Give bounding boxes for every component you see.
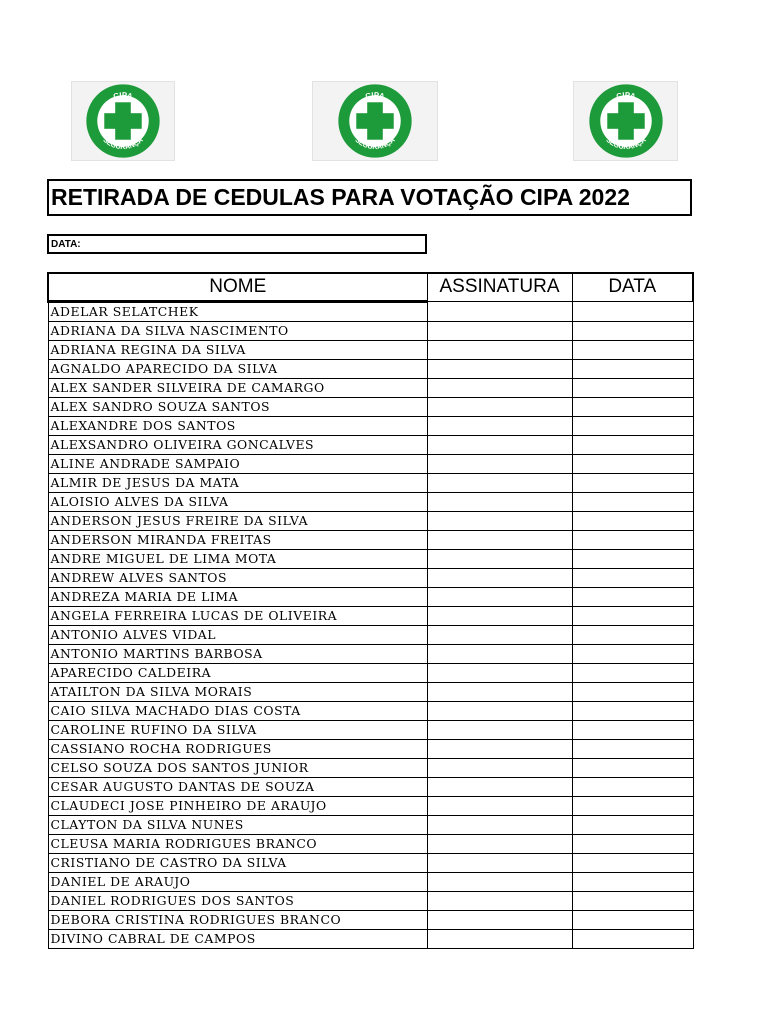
table-row [48, 435, 693, 454]
table-row [48, 872, 693, 891]
date-cell[interactable] [572, 815, 693, 834]
svg-text:SEGURANÇA: SEGURANÇA [353, 136, 397, 152]
name-cell: CELSO SOUZA DOS SANTOS JUNIOR [48, 758, 427, 777]
name-cell: ALEX SANDER SILVEIRA DE CAMARGO [48, 378, 427, 397]
date-cell[interactable] [572, 549, 693, 568]
signature-cell[interactable] [427, 625, 572, 644]
ballot-withdrawal-table [47, 272, 694, 949]
table-row [48, 378, 693, 397]
signature-cell[interactable] [427, 473, 572, 492]
signature-cell[interactable] [427, 492, 572, 511]
date-cell[interactable] [572, 701, 693, 720]
date-cell[interactable] [572, 758, 693, 777]
signature-cell[interactable] [427, 587, 572, 606]
name-cell: ANGELA FERREIRA LUCAS DE OLIVEIRA [48, 606, 427, 625]
table-row [48, 549, 693, 568]
date-cell[interactable] [572, 511, 693, 530]
table-row [48, 340, 693, 359]
date-cell[interactable] [572, 625, 693, 644]
date-cell[interactable] [572, 739, 693, 758]
date-cell[interactable] [572, 663, 693, 682]
cipa-seal-icon [587, 82, 665, 160]
signature-cell[interactable] [427, 910, 572, 929]
date-cell[interactable] [572, 891, 693, 910]
name-cell: ADRIANA REGINA DA SILVA [48, 340, 427, 359]
signature-cell[interactable] [427, 435, 572, 454]
signature-cell[interactable] [427, 682, 572, 701]
date-cell[interactable] [572, 378, 693, 397]
table-row [48, 492, 693, 511]
date-cell[interactable] [572, 397, 693, 416]
signature-cell[interactable] [427, 549, 572, 568]
header-nome: NOME [48, 273, 427, 301]
date-cell[interactable] [572, 340, 693, 359]
table-row [48, 301, 693, 321]
table-row [48, 568, 693, 587]
signature-cell[interactable] [427, 511, 572, 530]
name-cell: CRISTIANO DE CASTRO DA SILVA [48, 853, 427, 872]
date-cell[interactable] [572, 530, 693, 549]
signature-cell[interactable] [427, 663, 572, 682]
signature-cell[interactable] [427, 301, 572, 321]
table-row [48, 682, 693, 701]
signature-cell[interactable] [427, 378, 572, 397]
date-cell[interactable] [572, 777, 693, 796]
table-row [48, 815, 693, 834]
date-cell[interactable] [572, 834, 693, 853]
name-cell: CASSIANO ROCHA RODRIGUES [48, 739, 427, 758]
signature-cell[interactable] [427, 834, 572, 853]
table-row [48, 796, 693, 815]
signature-cell[interactable] [427, 568, 572, 587]
table-row [48, 720, 693, 739]
name-cell: CLEUSA MARIA RODRIGUES BRANCO [48, 834, 427, 853]
signature-cell[interactable] [427, 929, 572, 948]
document-title-text: RETIRADA DE CEDULAS PARA VOTAÇÃO CIPA 2022 [51, 184, 630, 210]
cipa-logo-center [312, 81, 438, 161]
name-cell: ANDREW ALVES SANTOS [48, 568, 427, 587]
date-cell[interactable] [572, 301, 693, 321]
cipa-seal-icon [336, 82, 414, 160]
table-row [48, 606, 693, 625]
date-cell[interactable] [572, 416, 693, 435]
date-cell[interactable] [572, 321, 693, 340]
svg-text:CIPA: CIPA [614, 90, 637, 102]
table-row [48, 758, 693, 777]
name-cell: ATAILTON DA SILVA MORAIS [48, 682, 427, 701]
name-cell: ANTONIO MARTINS BARBOSA [48, 644, 427, 663]
table-row [48, 701, 693, 720]
table-body [48, 301, 693, 948]
table-row [48, 454, 693, 473]
table-row [48, 891, 693, 910]
signature-cell[interactable] [427, 872, 572, 891]
name-cell: ANDRE MIGUEL DE LIMA MOTA [48, 549, 427, 568]
date-cell[interactable] [572, 796, 693, 815]
name-cell: CLAYTON DA SILVA NUNES [48, 815, 427, 834]
cipa-seal-icon [84, 82, 162, 160]
name-cell: APARECIDO CALDEIRA [48, 663, 427, 682]
table-row [48, 359, 693, 378]
name-cell: ADRIANA DA SILVA NASCIMENTO [48, 321, 427, 340]
table-row [48, 910, 693, 929]
signature-cell[interactable] [427, 606, 572, 625]
name-cell: ALEXANDRE DOS SANTOS [48, 416, 427, 435]
name-cell: ALOISIO ALVES DA SILVA [48, 492, 427, 511]
name-cell: ALEX SANDRO SOUZA SANTOS [48, 397, 427, 416]
name-cell: DIVINO CABRAL DE CAMPOS [48, 929, 427, 948]
name-cell: ADELAR SELATCHEK [48, 301, 427, 321]
date-field [47, 234, 427, 254]
table-row [48, 321, 693, 340]
date-cell[interactable] [572, 720, 693, 739]
signature-cell[interactable] [427, 397, 572, 416]
signature-cell[interactable] [427, 853, 572, 872]
cipa-logo-left [71, 81, 175, 161]
table-row [48, 587, 693, 606]
name-cell: CAROLINE RUFINO DA SILVA [48, 720, 427, 739]
signature-cell[interactable] [427, 701, 572, 720]
date-cell[interactable] [572, 910, 693, 929]
date-cell[interactable] [572, 568, 693, 587]
svg-text:CIPA: CIPA [364, 90, 386, 102]
name-cell: ALEXSANDRO OLIVEIRA GONCALVES [48, 435, 427, 454]
date-cell[interactable] [572, 473, 693, 492]
table-row [48, 644, 693, 663]
date-cell[interactable] [572, 606, 693, 625]
document-title [47, 179, 692, 216]
date-cell[interactable] [572, 929, 693, 948]
header-data: DATA [572, 273, 693, 301]
signature-cell[interactable] [427, 644, 572, 663]
table-row [48, 834, 693, 853]
name-cell: ALINE ANDRADE SAMPAIO [48, 454, 427, 473]
cipa-logo-right [573, 81, 678, 161]
name-cell: AGNALDO APARECIDO DA SILVA [48, 359, 427, 378]
signature-cell[interactable] [427, 758, 572, 777]
svg-text:CIPA: CIPA [112, 90, 134, 102]
table-row [48, 625, 693, 644]
date-cell[interactable] [572, 454, 693, 473]
name-cell: ALMIR DE JESUS DA MATA [48, 473, 427, 492]
table-row [48, 663, 693, 682]
signature-cell[interactable] [427, 777, 572, 796]
header-assinatura: ASSINATURA [427, 273, 572, 301]
signature-cell[interactable] [427, 815, 572, 834]
date-cell[interactable] [572, 359, 693, 378]
date-cell[interactable] [572, 644, 693, 663]
table-row [48, 929, 693, 948]
name-cell: ANDERSON JESUS FREIRE DA SILVA [48, 511, 427, 530]
name-cell: ANTONIO ALVES VIDAL [48, 625, 427, 644]
date-cell[interactable] [572, 492, 693, 511]
date-cell[interactable] [572, 587, 693, 606]
signature-cell[interactable] [427, 891, 572, 910]
name-cell: ANDERSON MIRANDA FREITAS [48, 530, 427, 549]
signature-cell[interactable] [427, 739, 572, 758]
name-cell: CLAUDECI JOSE PINHEIRO DE ARAUJO [48, 796, 427, 815]
table-row [48, 777, 693, 796]
name-cell: DANIEL RODRIGUES DOS SANTOS [48, 891, 427, 910]
date-cell[interactable] [572, 872, 693, 891]
table-row [48, 853, 693, 872]
signature-cell[interactable] [427, 321, 572, 340]
signature-cell[interactable] [427, 796, 572, 815]
signature-cell[interactable] [427, 416, 572, 435]
table-row [48, 473, 693, 492]
table-row [48, 530, 693, 549]
date-cell[interactable] [572, 682, 693, 701]
date-label: DATA: [51, 238, 81, 250]
table-row [48, 397, 693, 416]
signature-cell[interactable] [427, 340, 572, 359]
table-row [48, 416, 693, 435]
table-header-row [48, 273, 693, 301]
name-cell: CESAR AUGUSTO DANTAS DE SOUZA [48, 777, 427, 796]
name-cell: CAIO SILVA MACHADO DIAS COSTA [48, 701, 427, 720]
signature-cell[interactable] [427, 454, 572, 473]
svg-text:SEGURANÇA: SEGURANÇA [101, 136, 145, 152]
date-cell[interactable] [572, 435, 693, 454]
signature-cell[interactable] [427, 530, 572, 549]
signature-cell[interactable] [427, 720, 572, 739]
name-cell: DEBORA CRISTINA RODRIGUES BRANCO [48, 910, 427, 929]
date-cell[interactable] [572, 853, 693, 872]
name-cell: ANDREZA MARIA DE LIMA [48, 587, 427, 606]
signature-cell[interactable] [427, 359, 572, 378]
table-row [48, 739, 693, 758]
table-row [48, 511, 693, 530]
svg-text:SEGURANÇA: SEGURANÇA [603, 136, 648, 152]
name-cell: DANIEL DE ARAUJO [48, 872, 427, 891]
